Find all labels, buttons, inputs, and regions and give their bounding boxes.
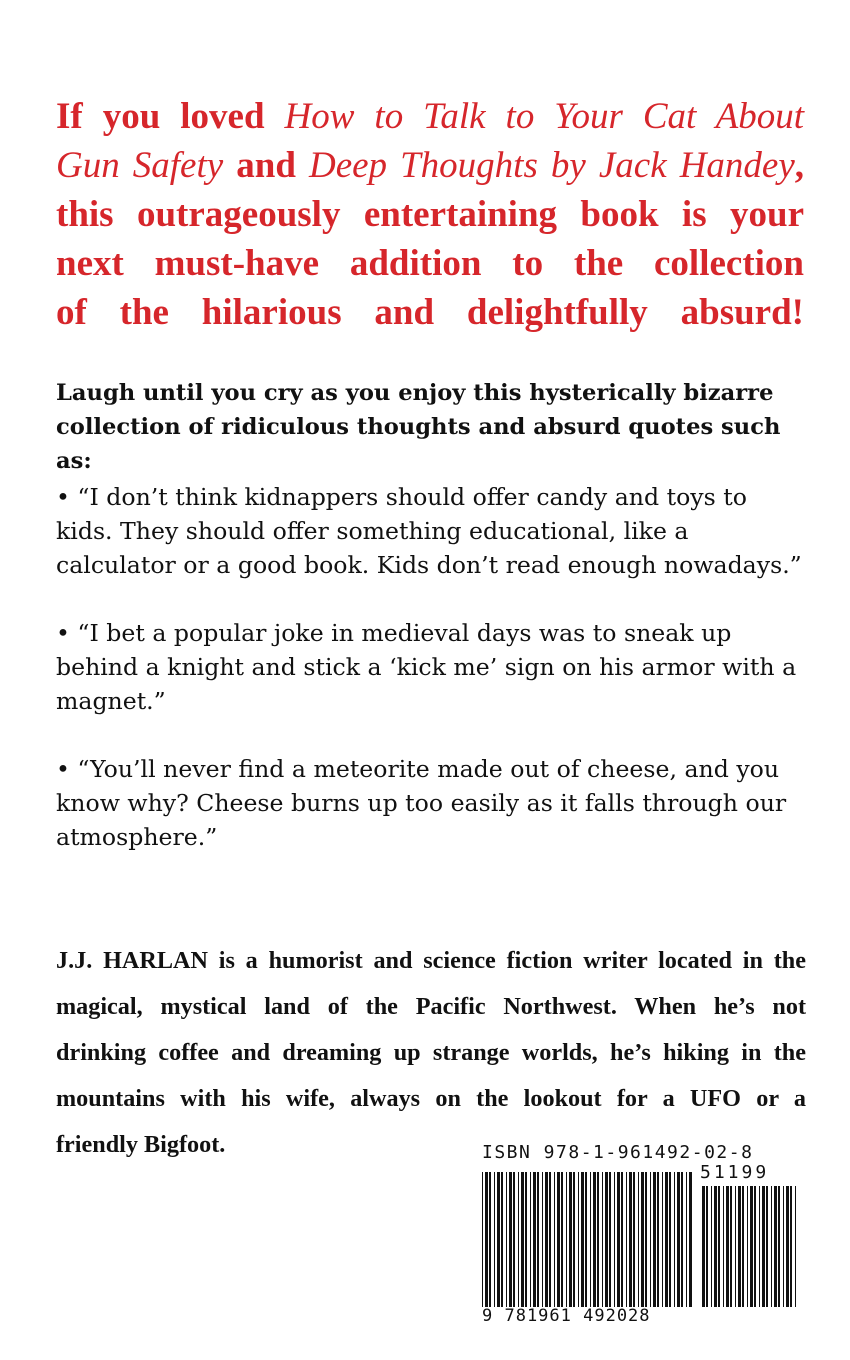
bio-line: magical, mystical land of the Pacific Northwest. When he’s not [56, 993, 806, 1020]
barcode-bar [778, 1186, 780, 1307]
barcode-bar [617, 1172, 620, 1307]
isbn-barcode [480, 1138, 800, 1328]
barcode-bar [557, 1172, 560, 1307]
headline-line-5: of the hilarious and delightfully absurd! [56, 292, 804, 333]
barcode-bar [549, 1172, 551, 1307]
bio-line: friendly Bigfoot. [56, 1131, 226, 1158]
barcode-bar [513, 1172, 515, 1307]
barcode-bar [747, 1186, 748, 1307]
barcode-bar [669, 1172, 671, 1307]
barcode-bar [714, 1186, 717, 1307]
barcode-bar [653, 1172, 656, 1307]
intro-paragraph: Laugh until you cry as you enjoy this hysterically bizarre collection of ridiculous thoughts and absurd quotes such as: [56, 380, 781, 474]
barcode-bar [633, 1172, 635, 1307]
barcode-bar [762, 1186, 765, 1307]
headline-line-2: Gun Safety and Deep Thoughts by Jack Handey, [56, 145, 805, 186]
barcode-icon [480, 1162, 800, 1307]
barcode-bar [657, 1172, 659, 1307]
barcode-bar [674, 1172, 675, 1307]
barcode-bar [638, 1172, 639, 1307]
headline-line-3: this outrageously entertaining book is your [56, 194, 804, 235]
barcode-bar [578, 1172, 579, 1307]
barcode-bar [738, 1186, 741, 1307]
quote-item: • “You’ll never find a meteorite made out of cheese, and you know why? Cheese burns up too easily as it falls through our atmosphere.” [56, 755, 787, 851]
barcode-bar [723, 1186, 724, 1307]
barcode-bar [766, 1186, 768, 1307]
barcode-bar [554, 1172, 555, 1307]
barcode-bar [629, 1172, 632, 1307]
barcode-bar [602, 1172, 603, 1307]
bio-line: drinking coffee and dreaming up strange worlds, he’s hiking in the [56, 1039, 806, 1066]
barcode-bar [774, 1186, 777, 1307]
barcode-bar [537, 1172, 539, 1307]
barcode-bar [718, 1186, 720, 1307]
barcode-bar [702, 1186, 705, 1307]
barcode-bar [759, 1186, 760, 1307]
barcode-bar [771, 1186, 772, 1307]
barcode-bar [735, 1186, 736, 1307]
barcode-bar [585, 1172, 587, 1307]
barcode-bar [711, 1186, 712, 1307]
barcode-bar [605, 1172, 608, 1307]
barcode-bar [525, 1172, 527, 1307]
barcode-bar [494, 1172, 495, 1307]
barcode-bar [726, 1186, 729, 1307]
barcode-bar [681, 1172, 683, 1307]
barcode-bar [790, 1186, 792, 1307]
barcode-bar [641, 1172, 644, 1307]
barcode-bar [530, 1172, 531, 1307]
headline-line-1: If you loved How to Talk to Your Cat About [56, 96, 805, 137]
barcode-bar [497, 1172, 500, 1307]
barcode-bar [730, 1186, 732, 1307]
barcode-bar [506, 1172, 507, 1307]
barcode-bar [614, 1172, 615, 1307]
quote-item: • “I bet a popular joke in medieval days was to sneak up behind a knight and stick a ‘kick me’ sign on his armor with a magnet.” [56, 619, 797, 715]
headline-line-4: next must-have addition to the collection [56, 243, 804, 284]
barcode-bar [566, 1172, 567, 1307]
quote-item: • “I don’t think kidnappers should offer candy and toys to kids. They should offer something educational, like a calculator or a good book. Kids don’t read enough nowadays.” [56, 483, 802, 579]
barcode-bar [754, 1186, 756, 1307]
barcode-bar [597, 1172, 599, 1307]
barcode-bar [569, 1172, 572, 1307]
barcode-bar [783, 1186, 784, 1307]
barcode-bar [662, 1172, 663, 1307]
barcode-bar [665, 1172, 668, 1307]
bio-line: J.J. HARLAN is a humorist and science fiction writer located in the [56, 947, 806, 974]
barcode-bar [686, 1172, 687, 1307]
bio-line: mountains with his wife, always on the lookout for a UFO or a [56, 1085, 806, 1112]
barcode-bar [795, 1186, 796, 1307]
barcode-bar [626, 1172, 627, 1307]
barcode-bar [501, 1172, 503, 1307]
barcode-bar [581, 1172, 584, 1307]
barcode-bar [706, 1186, 708, 1307]
barcode-bar [509, 1172, 512, 1307]
barcode-bar [533, 1172, 536, 1307]
author-bio [56, 938, 806, 1168]
barcode-bar [650, 1172, 651, 1307]
barcode-bar [482, 1172, 483, 1307]
addon-barcode-bars [702, 1186, 796, 1307]
barcode-bar [621, 1172, 623, 1307]
price-code-label: 51199 [700, 1162, 770, 1183]
barcode-bar [542, 1172, 543, 1307]
barcode-bar [742, 1186, 744, 1307]
barcode-bar [750, 1186, 753, 1307]
barcode-bar [786, 1186, 789, 1307]
barcode-bar [593, 1172, 596, 1307]
barcode-bar [645, 1172, 647, 1307]
barcode-bar [609, 1172, 611, 1307]
barcode-bar [689, 1172, 692, 1307]
barcode-bar [489, 1172, 491, 1307]
main-barcode-bars [482, 1172, 692, 1307]
barcode-bar [590, 1172, 591, 1307]
barcode-bar [518, 1172, 519, 1307]
barcode-bar [521, 1172, 524, 1307]
barcode-bar [561, 1172, 563, 1307]
barcode-number: 9 781961 492028 [482, 1306, 651, 1326]
barcode-bar [677, 1172, 680, 1307]
isbn-label: ISBN 978-1-961492-02-8 [482, 1142, 754, 1163]
headline [56, 92, 804, 337]
barcode-bar [545, 1172, 548, 1307]
barcode-bar [485, 1172, 488, 1307]
barcode-bar [573, 1172, 575, 1307]
